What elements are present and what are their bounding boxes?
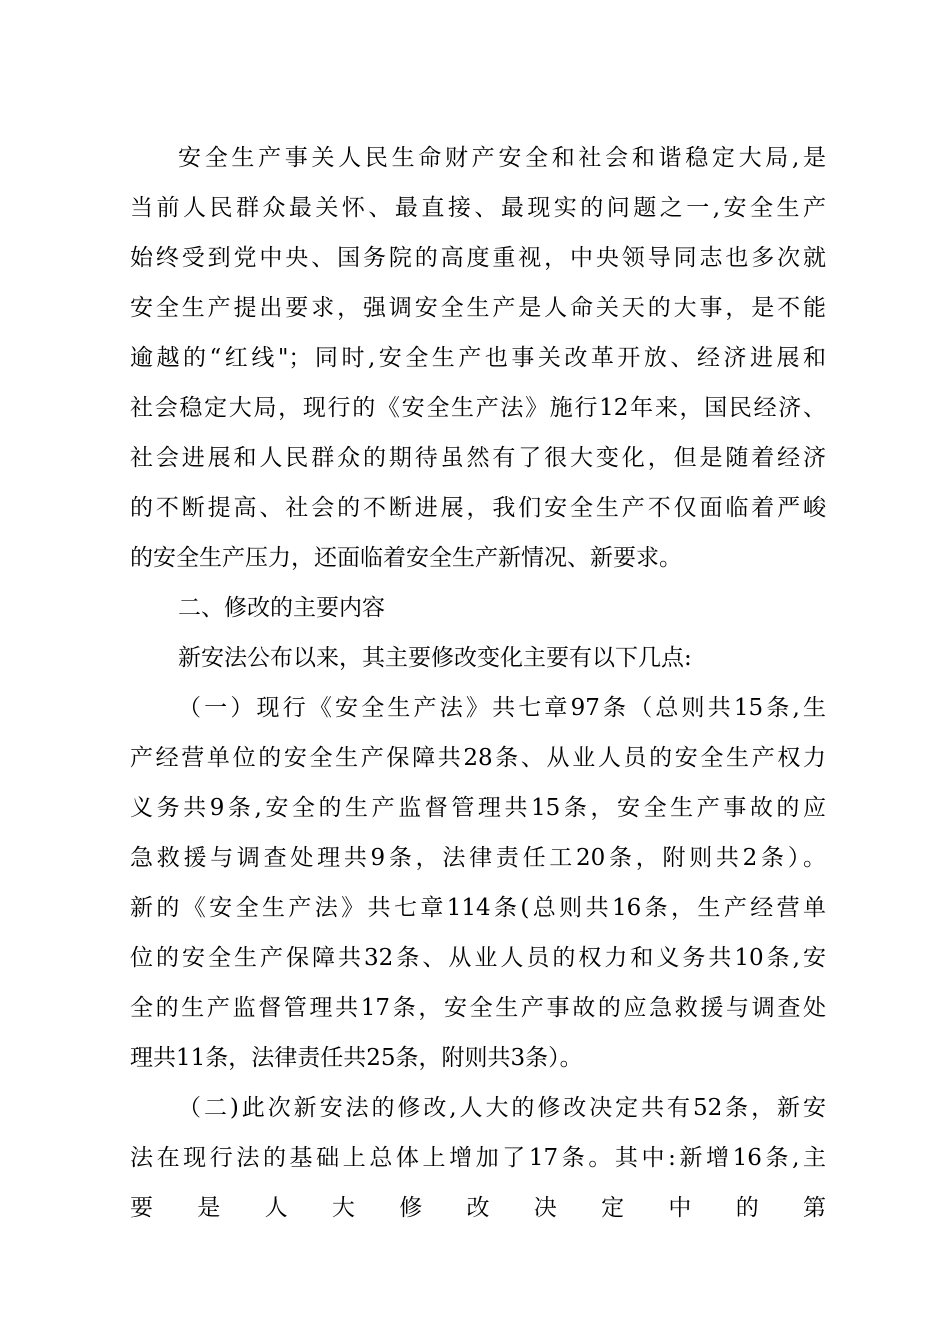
paragraph-line: 产经营单位的安全生产保障共28条、从业人员的安全生产权力 — [130, 745, 826, 771]
paragraph-line: （二)此次新安法的修改,人大的修改决定共有52条，新安 — [178, 1095, 826, 1121]
paragraph-line: 逾越的“红线"；同时,安全生产也事关改革开放、经济进展和 — [130, 345, 826, 371]
paragraph-line: 新安法公布以来，其主要修改变化主要有以下几点: — [178, 645, 692, 671]
paragraph-line: 全的生产监督管理共17条，安全生产事故的应急救援与调查处 — [130, 995, 826, 1021]
section-heading: 二、修改的主要内容 — [178, 595, 385, 621]
paragraph-line: 当前人民群众最关怀、最直接、最现实的问题之一,安全生产 — [130, 195, 826, 221]
paragraph-line: 要是人大修改决定中的第 — [130, 1195, 826, 1221]
paragraph-line: 法在现行法的基础上总体上增加了17条。其中:新增16条,主 — [130, 1145, 826, 1171]
paragraph-line: 的安全生产压力，还面临着安全生产新情况、新要求。 — [130, 545, 682, 571]
paragraph-line: 的不断提高、社会的不断进展，我们安全生产不仅面临着严峻 — [130, 495, 826, 521]
paragraph-line: 安全生产提出要求，强调安全生产是人命关天的大事，是不能 — [130, 295, 826, 321]
paragraph-line: 理共11条，法律责任共25条，附则共3条）。 — [130, 1045, 583, 1071]
paragraph-line: 安全生产事关人民生命财产安全和社会和谐稳定大局,是 — [178, 145, 826, 171]
paragraph-line: 急救援与调查处理共9条，法律责任工20条，附则共2条）。 — [130, 845, 826, 871]
paragraph-line: 社会稳定大局，现行的《安全生产法》施行12年来，国民经济、 — [130, 395, 826, 421]
paragraph-line: 始终受到党中央、国务院的高度重视，中央领导同志也多次就 — [130, 245, 826, 271]
paragraph-line: （一）现行《安全生产法》共七章97条（总则共15条,生 — [178, 695, 826, 721]
paragraph-line: 社会进展和人民群众的期待虽然有了很大变化，但是随着经济 — [130, 445, 826, 471]
paragraph-line: 义务共9条,安全的生产监督管理共15条，安全生产事故的应 — [130, 795, 826, 821]
paragraph-line: 新的《安全生产法》共七章114条(总则共16条，生产经营单 — [130, 895, 826, 921]
paragraph-line: 位的安全生产保障共32条、从业人员的权力和义务共10条,安 — [130, 945, 826, 971]
